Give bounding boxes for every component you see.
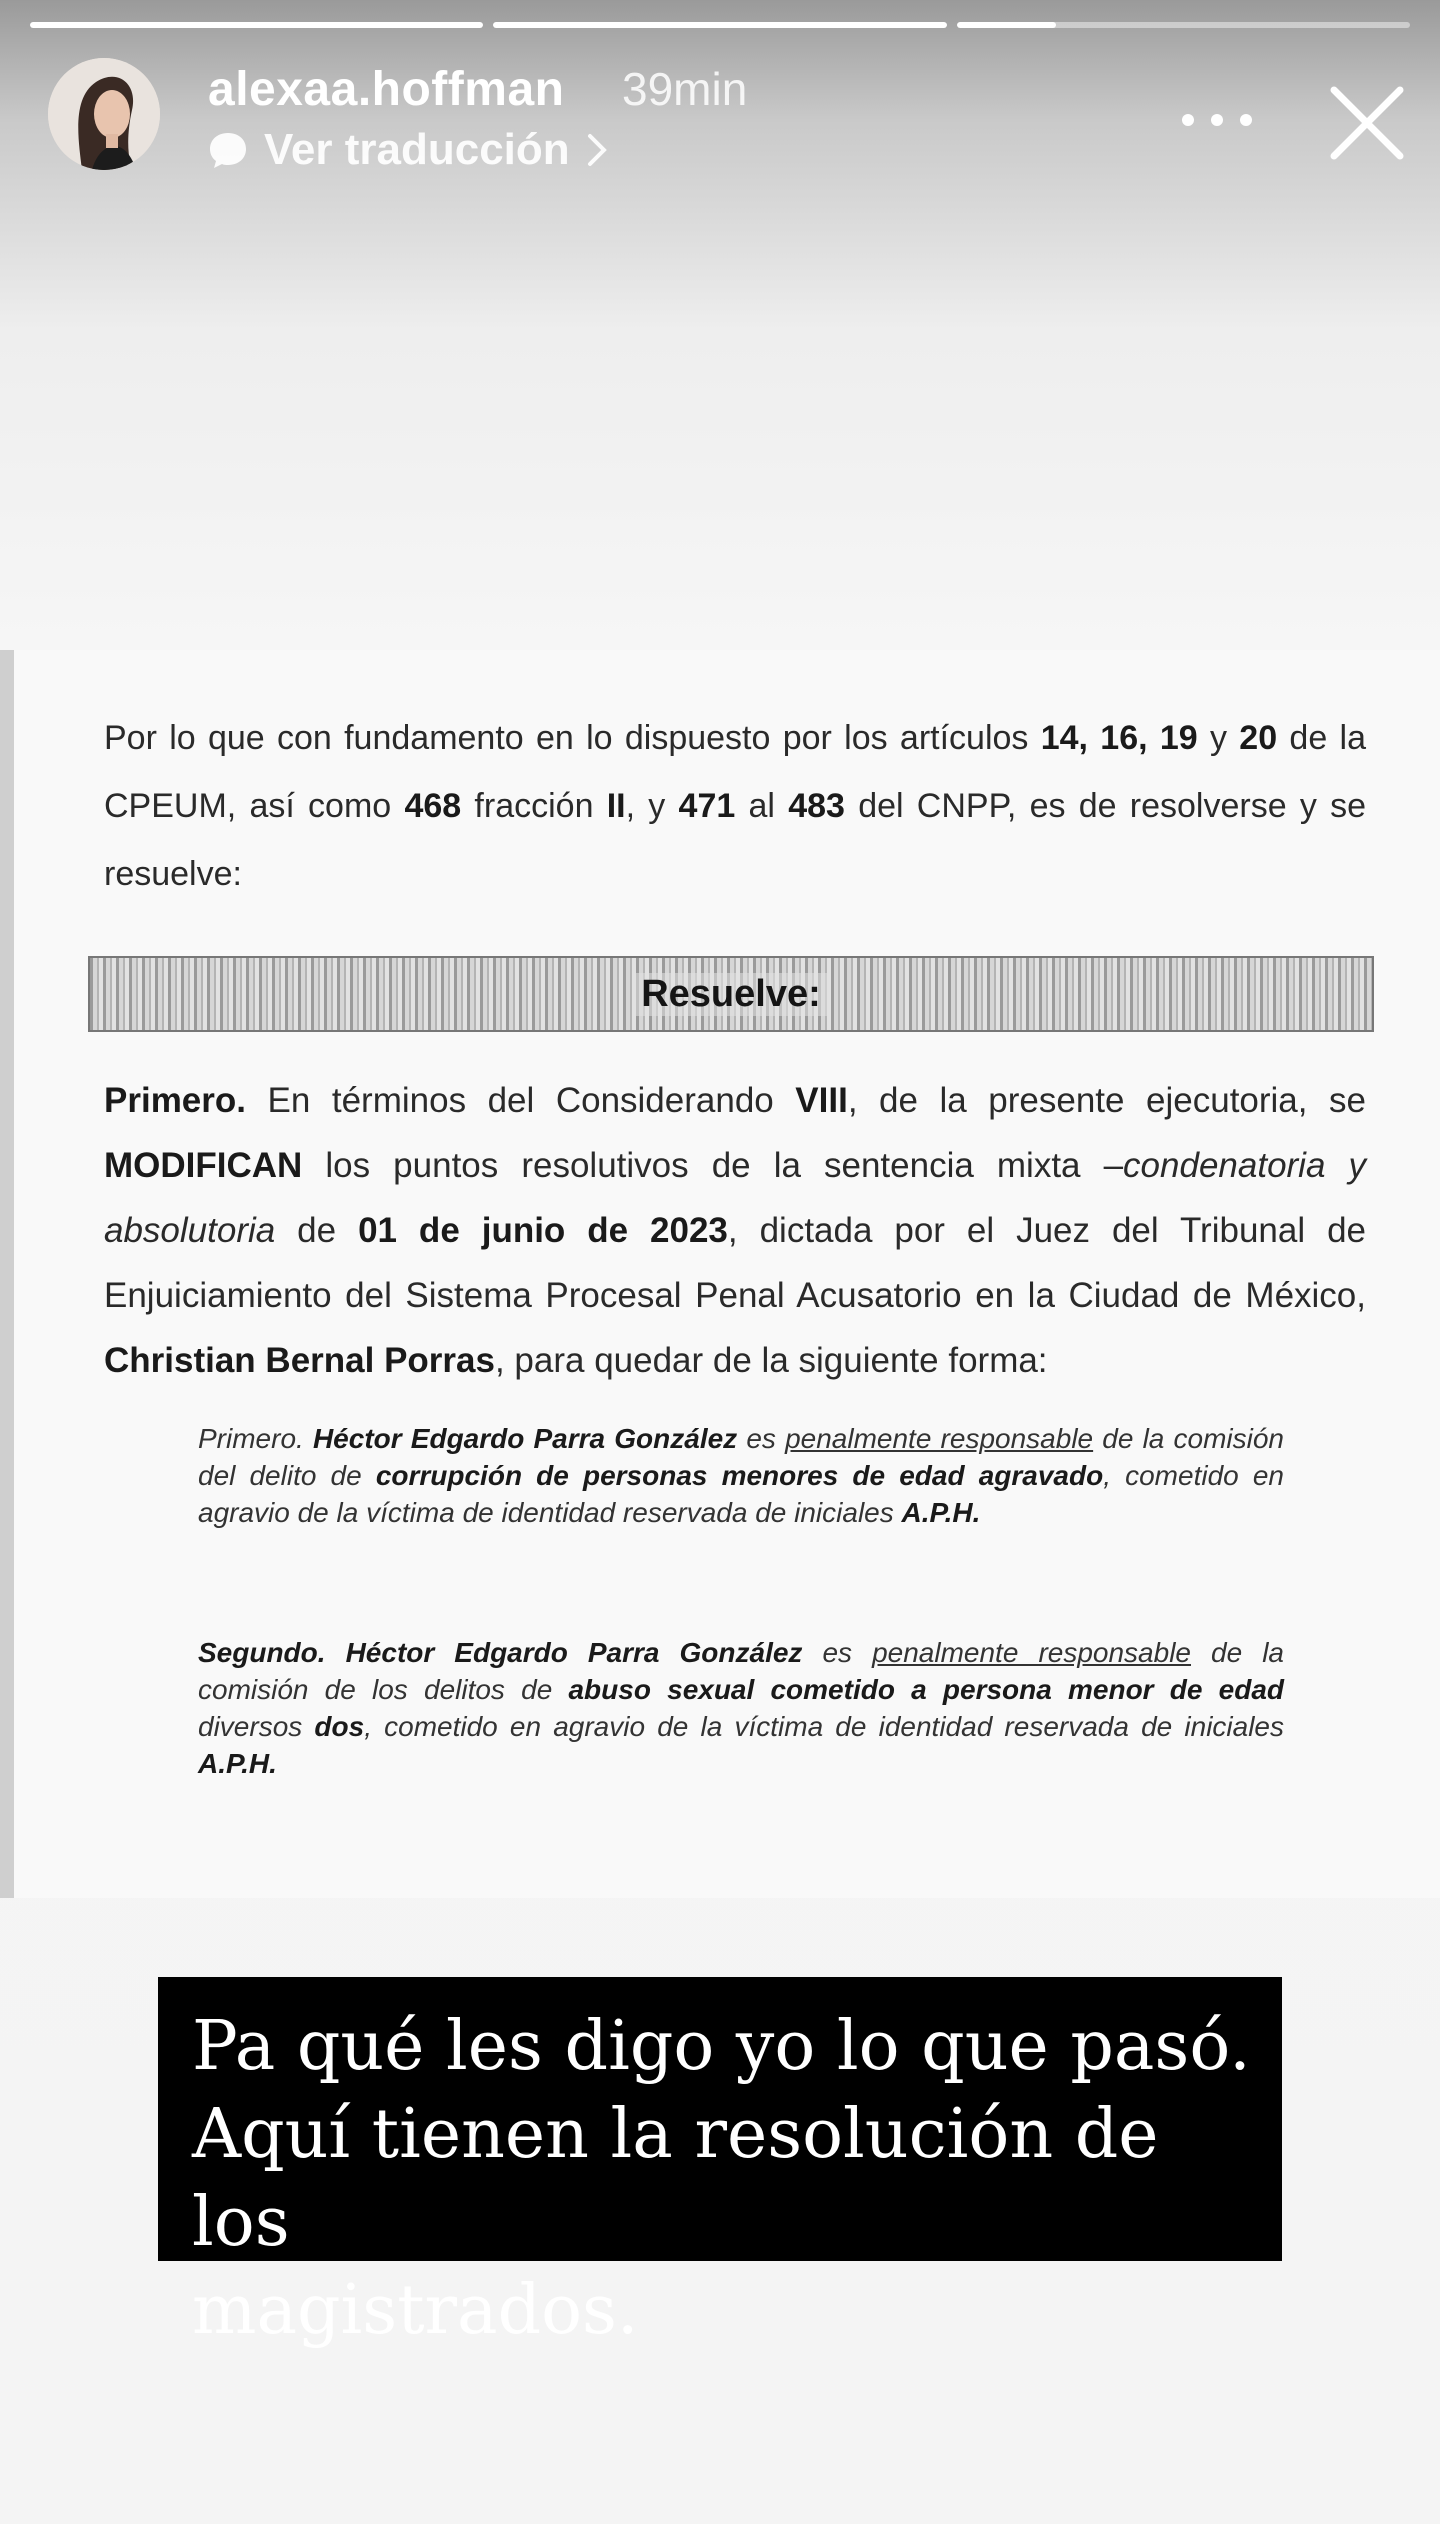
document-photo (0, 650, 1440, 1898)
more-dot (1211, 114, 1223, 126)
text-run: Primero. (198, 1423, 313, 1454)
resolutivo-primero (198, 1420, 1284, 1531)
text-run: y (1197, 719, 1240, 757)
text-run: , cometido en agravio de la víctima de identidad reservada de iniciales (198, 1460, 1284, 1528)
bold-run: A.P.H. (901, 1497, 981, 1528)
bold-run: Christian Bernal Porras (104, 1341, 495, 1380)
text-run: de la CPEUM, así como (104, 719, 1366, 825)
text-run: fracción (461, 787, 607, 825)
italic-run: condenatoria y absolutoria (104, 1146, 1366, 1250)
more-options-button[interactable] (1182, 100, 1252, 140)
bold-run: A.P.H. (198, 1748, 277, 1779)
text-run: En términos del Considerando (246, 1081, 796, 1120)
progress-fill-3 (957, 22, 1057, 28)
bold-run: II (606, 787, 626, 825)
bold-run: MODIFICAN (104, 1146, 303, 1185)
progress-segment-1 (30, 22, 483, 28)
primero-paragraph (104, 1068, 1366, 1393)
document-intro-paragraph (104, 704, 1366, 908)
avatar-image (48, 58, 160, 170)
bold-run: Segundo. Héctor Edgardo Parra González (198, 1637, 803, 1668)
text-run: Por lo que con fundamento en lo dispuesto por los artículos (104, 719, 1041, 757)
speech-bubble-icon (208, 130, 248, 170)
resuelve-heading: Resuelve: (635, 973, 827, 1016)
bold-run: 471 (678, 787, 736, 825)
chevron-right-icon (586, 132, 608, 168)
text-run: diversos (198, 1711, 315, 1742)
underlined-run: penalmente responsable (785, 1423, 1094, 1454)
progress-segment-2 (493, 22, 946, 28)
username[interactable]: alexaa.hoffman (208, 63, 565, 116)
bold-run: 483 (788, 787, 845, 825)
story-caption (158, 1977, 1282, 2350)
bold-run: 20 (1239, 719, 1278, 757)
translate-button[interactable] (208, 122, 608, 178)
bold-run: VIII (795, 1081, 848, 1120)
resuelve-heading-bar (88, 956, 1374, 1032)
text-run: es (737, 1423, 786, 1454)
text-run: al (735, 787, 789, 825)
text-run: del CNPP, es de resolverse y se resuelve: (104, 787, 1366, 893)
progress-fill-1 (30, 22, 483, 28)
progress-fill-2 (493, 22, 946, 28)
text-run: de (275, 1211, 359, 1250)
more-dot (1240, 114, 1252, 126)
bold-run: abuso sexual cometido a persona menor de edad (568, 1674, 1284, 1705)
text-run: de la comisión del delito de (198, 1423, 1285, 1491)
text-run: , cometido en agravio de la víctima de identidad reservada de iniciales (364, 1711, 1284, 1742)
bold-run: 01 de junio de 2023 (358, 1211, 728, 1250)
story-progress (30, 22, 1410, 30)
bold-run: dos (314, 1711, 365, 1742)
underlined-run: penalmente responsable (872, 1637, 1191, 1668)
text-run: de la comisión de los delitos de (198, 1637, 1284, 1705)
bold-run: Primero. (104, 1081, 246, 1120)
bold-run: 14, 16, 19 (1040, 719, 1198, 757)
text-run: , de la presente ejecutoria, se (847, 1081, 1366, 1120)
bold-run: 468 (404, 787, 462, 825)
post-time: 39min (622, 63, 748, 115)
text-run: los puntos resolutivos de la sentencia mixta – (302, 1146, 1124, 1185)
more-horizontal-icon (1182, 114, 1194, 126)
text-run: , para quedar de la siguiente forma: (494, 1341, 1048, 1380)
text-run: , y (625, 787, 679, 825)
text-run: , dictada por el Juez del Tribunal de Enjuiciamiento del Sistema Procesal Penal Acusatorio en la Ciudad de México, (104, 1211, 1366, 1315)
progress-segment-3 (957, 22, 1410, 28)
bold-run: corrupción de personas menores de edad agravado (375, 1460, 1104, 1491)
translate-label: Ver traducción (264, 125, 570, 174)
bold-run: Héctor Edgardo Parra González (312, 1423, 738, 1454)
close-icon[interactable] (1322, 78, 1412, 168)
avatar[interactable] (48, 58, 160, 170)
text-run: es (802, 1637, 873, 1668)
resolutivo-segundo (198, 1634, 1284, 1782)
caption-text: Pa qué les digo yo lo que pasó. Aquí tienen la resolución de los magistrados. (192, 2007, 1251, 2350)
